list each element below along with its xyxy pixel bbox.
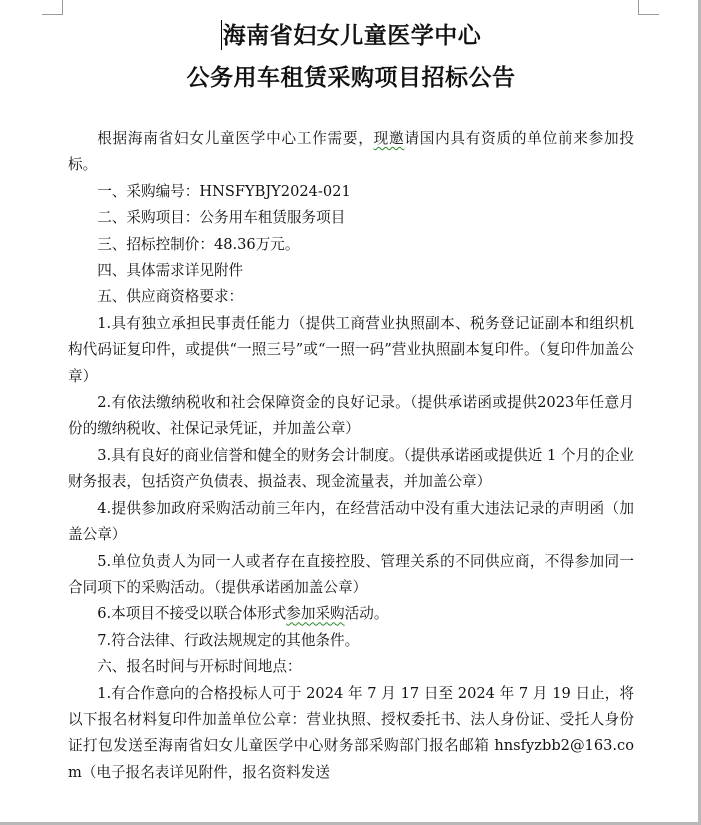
document-title-line2: 公务用车租赁采购项目招标公告	[186, 65, 516, 91]
document-title-line1	[68, 18, 634, 54]
paragraph-req5: 5.单位负责人为同一人或者存在直接控股、管理关系的不同供应商，不得参加同一合同项下的采购活动。（提供承诺函加盖公章）	[68, 552, 634, 596]
paragraph-req1: 1.具有独立承担民事责任能力（提供工商营业执照副本、税务登记证副本和组织机构代码证复印件，或提供“一照三号”或“一照一码”营业执照副本复印件。（复印件加盖公章）	[68, 314, 634, 385]
title-line1-text: 海南省妇女儿童医学中心	[222, 23, 482, 49]
paragraph-req2: 2.有依法缴纳税收和社会保障资金的良好记录。（提供承诺函或提供2023年任意月份的缴纳税收、社保记录凭证，并加盖公章）	[68, 394, 634, 438]
paragraph-item6: 六、报名时间与开标时间地点：	[97, 658, 302, 676]
margin-corner-mark-right	[638, 0, 659, 15]
paragraph-item4: 四、具体需求详见附件	[97, 262, 244, 280]
document-page[interactable]	[68, 14, 634, 786]
paragraph-req7: 7.符合法律、行政法规规定的其他条件。	[97, 631, 360, 649]
intro-text-b: 请国内具有资质的单位前来参加投标。	[68, 130, 634, 174]
paragraph-req4: 4.提供参加政府采购活动前三年内，在经营活动中没有重大违法记录的声明函（加盖公章）	[68, 499, 634, 544]
paragraph-intro	[68, 126, 634, 179]
paragraph-item5: 五、供应商资格要求：	[97, 288, 244, 306]
paragraph-item1: 一、采购编号：HNSFYBJY2024-021	[97, 182, 351, 200]
document-body	[68, 126, 634, 786]
grammar-flag-intro: 现邀	[373, 130, 405, 147]
grammar-flag-req6: 参加采购	[286, 605, 345, 623]
margin-corner-mark-left	[42, 0, 63, 15]
paragraph-item2: 二、采购项目：公务用车租赁服务项目	[97, 209, 346, 227]
paragraph-item3: 三、招标控制价：48.36万元。	[97, 235, 300, 253]
paragraph-req6	[68, 601, 634, 627]
req6-text-b: 活动。	[344, 605, 389, 623]
intro-text-a: 根据海南省妇女儿童医学中心工作需要，	[97, 130, 374, 147]
paragraph-req3: 3.具有良好的商业信誉和健全的财务会计制度。（提供承诺函或提供近 1 个月的企业财务报表，包括资产负债表、损益表、现金流量表，并加盖公章）	[68, 446, 634, 491]
req6-text-a: 6.本项目不接受以联合体形式	[97, 605, 287, 623]
text-cursor	[221, 20, 222, 50]
paragraph-reg1: 1.有合作意向的合格投标人可于 2024 年 7 月 17 日至 2024 年 7 月 19 日止，将以下报名材料复印件加盖单位公章：营业执照、授权委托书、法人身份证、受托人身份证打包发送至海南省妇女儿童医学中心财务部采购部门报名邮箱 hnsfyzbb2@163.com（电子报名表详见附件，报名资料发送	[68, 684, 634, 781]
